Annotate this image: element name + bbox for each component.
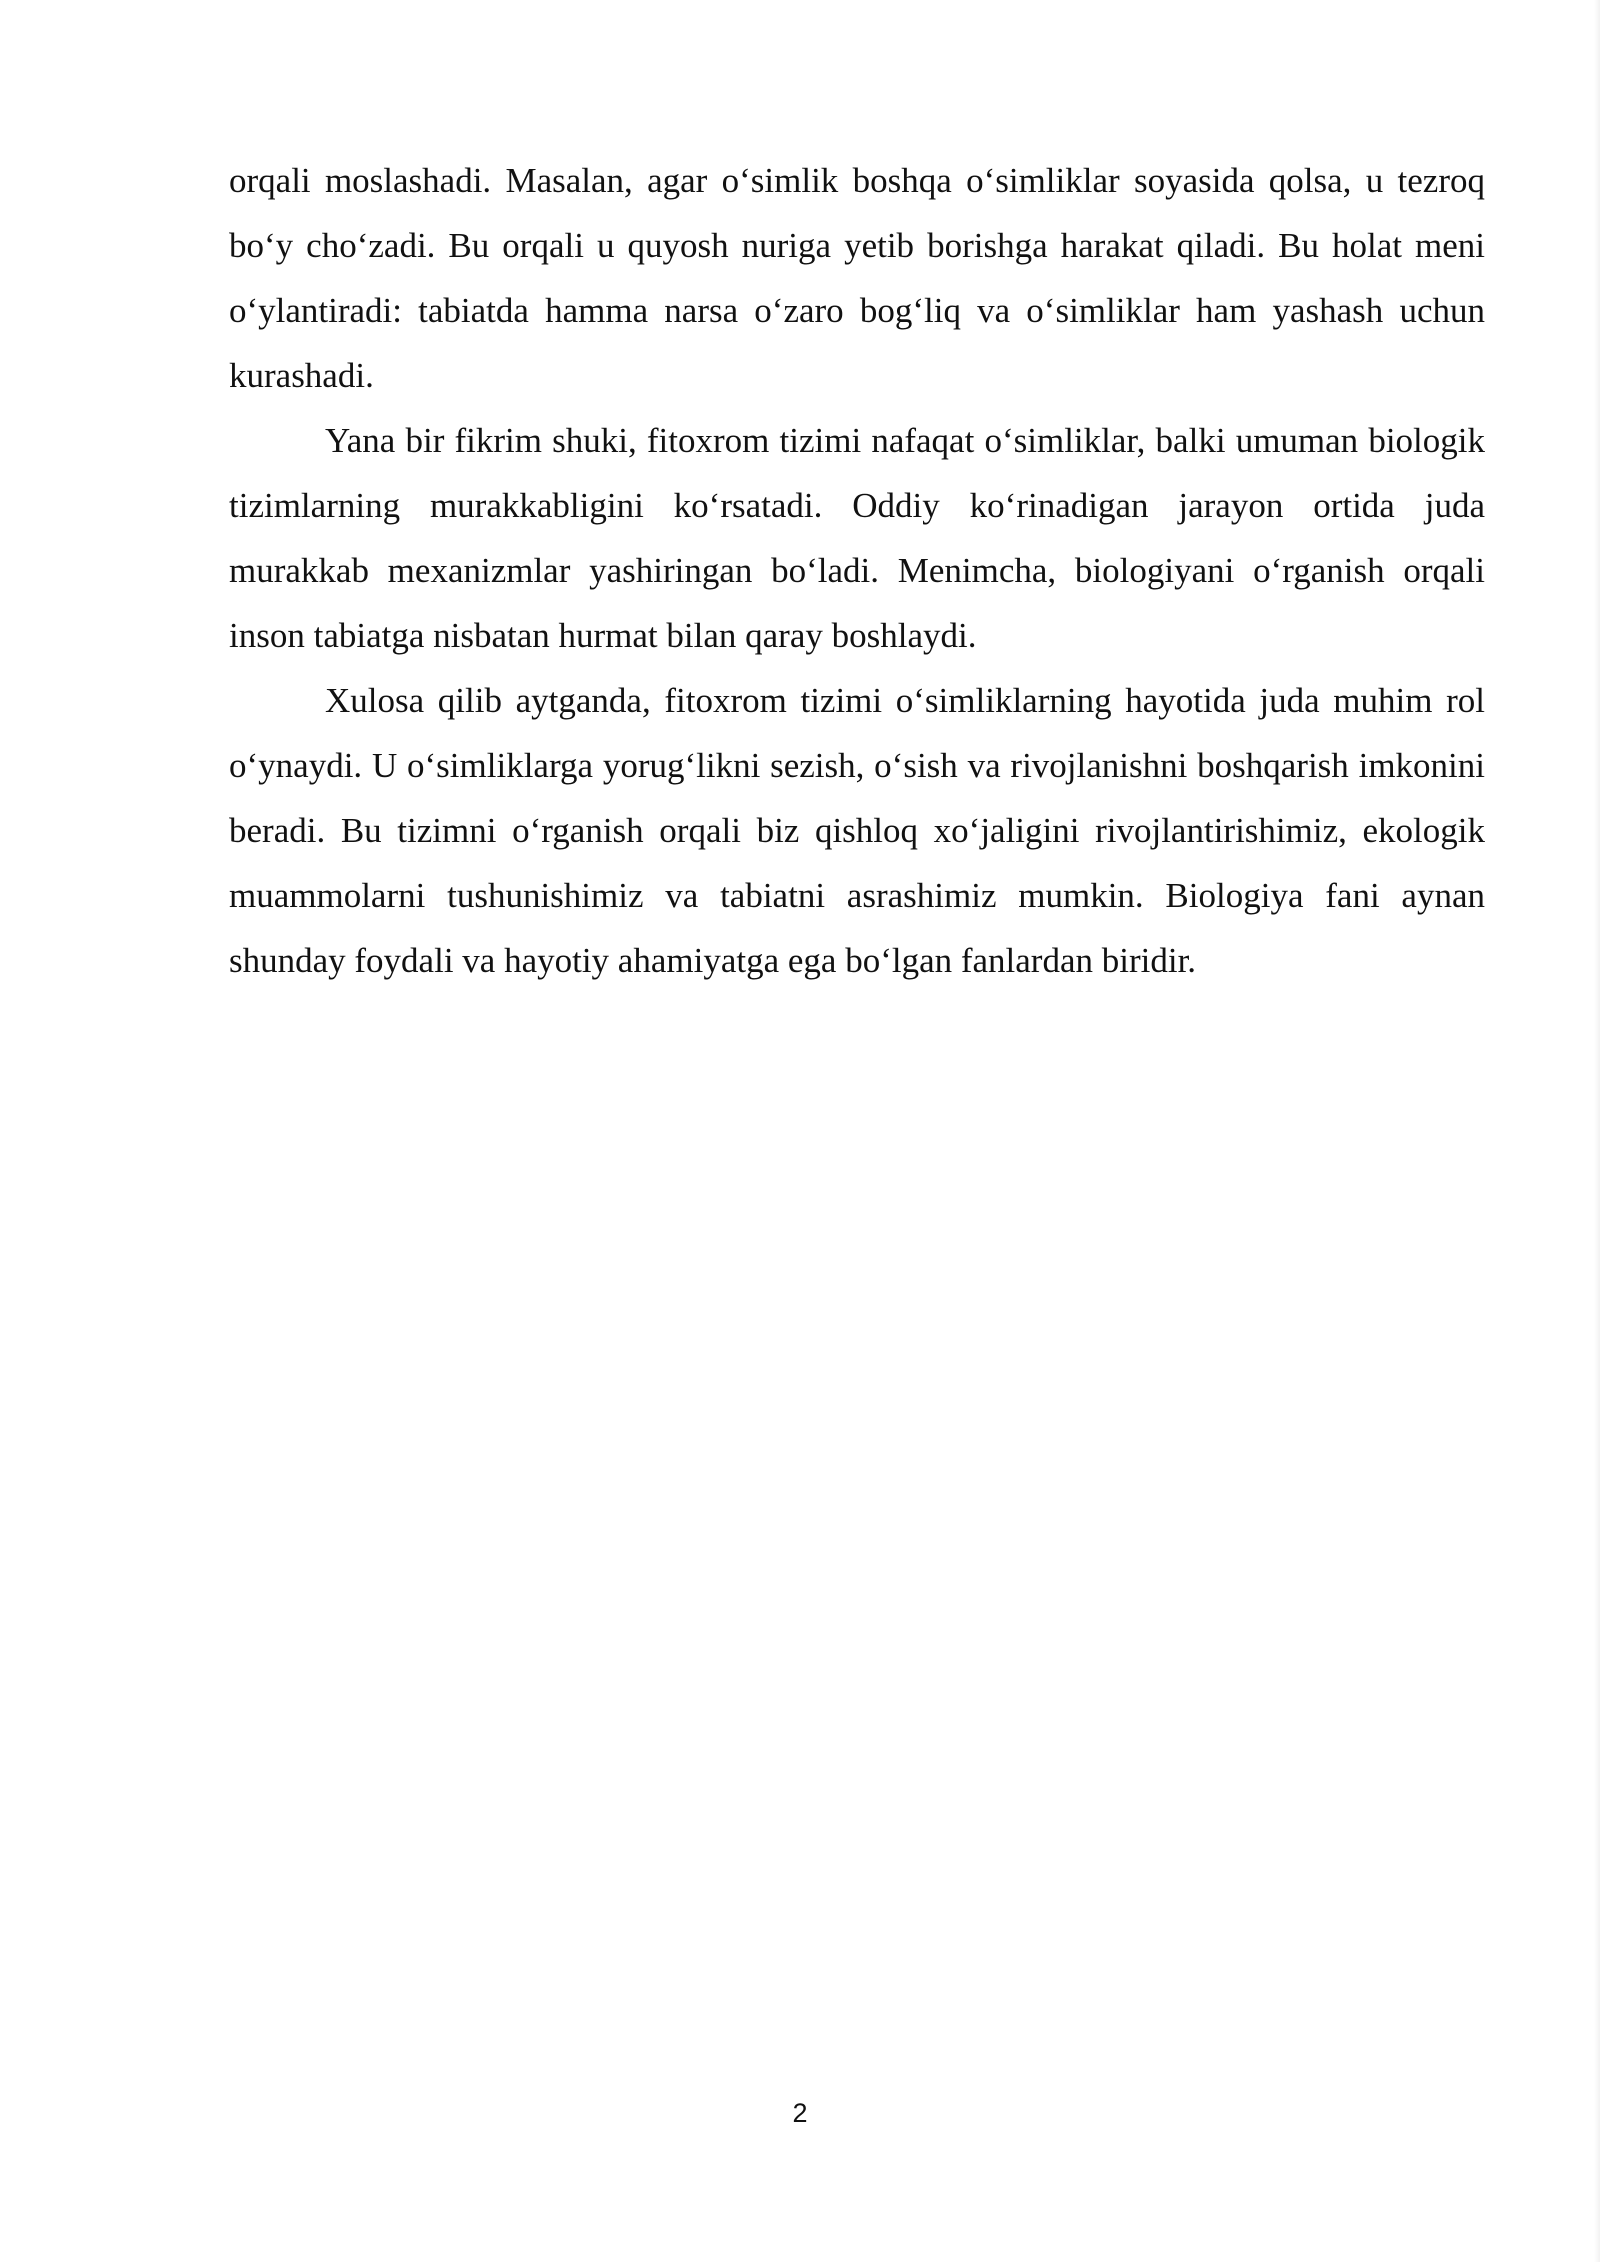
document-body: [229, 148, 1485, 993]
paragraph-phytochrome-complexity: Yana bir fikrim shuki, fitoxrom tizimi nafaqat o‘simliklar, balki umuman biologik tizimlarning murakkabligini ko‘rsatadi. Oddiy ko‘rinadigan jarayon ortida juda murakkab mexanizmlar yashiringan bo‘ladi. Menimcha, biologiyani o‘rganish orqali inson tabiatga nisbatan hurmat bilan qaray boshlaydi.: [229, 421, 1485, 655]
paragraph-continuation: orqali moslashadi. Masalan, agar o‘simlik boshqa o‘simliklar soyasida qolsa, u tezroq bo‘y cho‘zadi. Bu orqali u quyosh nuriga yetib borishga harakat qiladi. Bu holat meni o‘ylantiradi: tabiatda hamma narsa o‘zaro bog‘liq va o‘simliklar ham yashash uchun kurashadi.: [229, 161, 1485, 395]
paragraph-conclusion: Xulosa qilib aytganda, fitoxrom tizimi o‘simliklarning hayotida juda muhim rol o‘ynaydi. U o‘simliklarga yorug‘likni sezish, o‘sish va rivojlanishni boshqarish imkonini beradi. Bu tizimni o‘rganish orqali biz qishloq xo‘jaligini rivojlantirishimiz, ekologik muammolarni tushunishimiz va tabiatni asrashimiz mumkin. Biologiya fani aynan shunday foydali va hayotiy ahamiyatga ega bo‘lgan fanlardan biridir.: [229, 681, 1485, 980]
page-edge-shadow: [1594, 0, 1600, 2262]
page-number: 2: [792, 2098, 808, 2128]
